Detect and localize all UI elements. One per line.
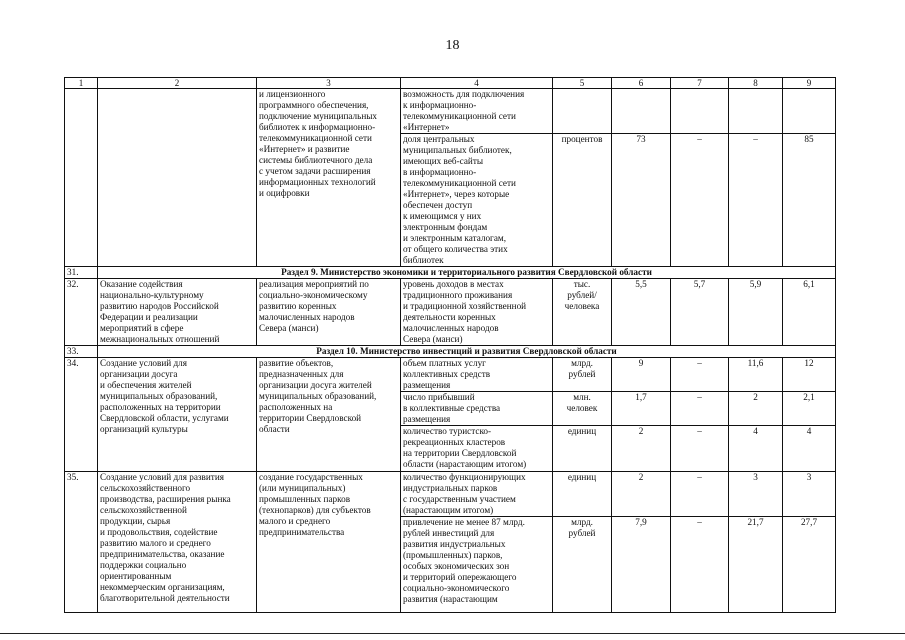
task-cell [98, 89, 257, 267]
row-number-cell: 35. [65, 472, 98, 613]
column-number: 7 [671, 78, 729, 89]
activity-cell: создание государственных (или муниципальных) промышленных парков (технопарков) для субъектов малого и среднего предпринимательства [257, 472, 401, 613]
table-row [65, 472, 836, 517]
value-cell: – [671, 472, 729, 517]
unit-cell: млн. человек [553, 392, 612, 426]
value-cell: 27,7 [783, 517, 836, 613]
activity-cell: и лицензионного программного обеспечения, подключение муниципальных библиотек к информационно- телекоммуникационной сети «Интернет» и развитие системы библиотечного дела с учетом задачи расширения информационных технологий и оцифровки [257, 89, 401, 267]
row-number-cell: 33. [65, 346, 98, 358]
row-number-cell: 34. [65, 358, 98, 472]
value-cell: 9 [612, 358, 671, 392]
value-cell: 2 [729, 392, 783, 426]
value-cell: 3 [783, 472, 836, 517]
value-cell: – [671, 426, 729, 472]
value-cell: 5,5 [612, 279, 671, 346]
value-cell: – [671, 517, 729, 613]
value-cell: – [729, 134, 783, 267]
column-number: 8 [729, 78, 783, 89]
value-cell: – [671, 392, 729, 426]
column-number: 1 [65, 78, 98, 89]
value-cell: 21,7 [729, 517, 783, 613]
column-number: 6 [612, 78, 671, 89]
value-cell [612, 89, 671, 134]
row-number-cell [65, 89, 98, 267]
row-number-cell: 31. [65, 267, 98, 279]
unit-cell [553, 89, 612, 134]
page-number: 18 [445, 38, 460, 53]
section-title: Раздел 10. Министерство инвестиций и развития Свердловской области [98, 346, 836, 358]
indicator-cell: количество туристско- рекреационных кластеров на территории Свердловской области (нарастающим итогом) [401, 426, 553, 472]
column-number: 9 [783, 78, 836, 89]
unit-cell: млрд. рублей [553, 358, 612, 392]
indicator-cell: доля центральных муниципальных библиотек, имеющих веб-сайты в информационно- телекоммуникационной сети «Интернет», через которые обеспечен доступ к имеющимся у них электронным фондам и электронным каталогам, от общего количества этих библиотек [401, 134, 553, 267]
indicators-table [64, 77, 836, 613]
column-number-row [65, 78, 836, 89]
section-title: Раздел 9. Министерство экономики и территориального развития Свердловской области [98, 267, 836, 279]
value-cell: 3 [729, 472, 783, 517]
activity-cell: развитие объектов, предназначенных для организации досуга жителей муниципальных образований, расположенных на территории Свердловской области [257, 358, 401, 472]
unit-cell: единиц [553, 426, 612, 472]
value-cell: 4 [783, 426, 836, 472]
unit-cell: процентов [553, 134, 612, 267]
value-cell: 6,1 [783, 279, 836, 346]
section-header-row [65, 267, 836, 279]
value-cell: 2 [612, 426, 671, 472]
value-cell [729, 89, 783, 134]
value-cell: 2,1 [783, 392, 836, 426]
indicator-cell: привлечение не менее 87 млрд. рублей инвестиций для развития индустриальных (промышленных) парков, особых экономических зон и территорий опережающего социально-экономического развития (нарастающим [401, 517, 553, 613]
value-cell [671, 89, 729, 134]
indicator-cell: возможность для подключения к информационно- телекоммуникационной сети «Интернет» [401, 89, 553, 134]
value-cell: 5,7 [671, 279, 729, 346]
value-cell: 73 [612, 134, 671, 267]
unit-cell: единиц [553, 472, 612, 517]
value-cell [783, 89, 836, 134]
table-row [65, 89, 836, 134]
task-cell: Оказание содействия национально-культурному развитию народов Российской Федерации и реализации мероприятий в сфере межнациональных отношений [98, 279, 257, 346]
section-header-row [65, 346, 836, 358]
row-number-cell: 32. [65, 279, 98, 346]
column-number: 4 [401, 78, 553, 89]
scan-edge-line [0, 633, 905, 634]
column-number: 5 [553, 78, 612, 89]
indicator-cell: уровень доходов в местах традиционного проживания и традиционной хозяйственной деятельности коренных малочисленных народов Севера (манси) [401, 279, 553, 346]
task-cell: Создание условий для организации досуга и обеспечения жителей муниципальных образований, расположенных на территории Свердловской области, услугами организаций культуры [98, 358, 257, 472]
indicator-cell: количество функционирующих индустриальных парков с государственным участием (нарастающим итогом) [401, 472, 553, 517]
value-cell: 12 [783, 358, 836, 392]
value-cell: 5,9 [729, 279, 783, 346]
table-row [65, 358, 836, 392]
indicator-cell: число прибывший в коллективные средства размещения [401, 392, 553, 426]
unit-cell: млрд. рублей [553, 517, 612, 613]
value-cell: 11,6 [729, 358, 783, 392]
value-cell: 7,9 [612, 517, 671, 613]
column-number: 2 [98, 78, 257, 89]
column-number: 3 [257, 78, 401, 89]
table-row [65, 279, 836, 346]
value-cell: – [671, 134, 729, 267]
unit-cell: тыс. рублей/ человека [553, 279, 612, 346]
value-cell: 4 [729, 426, 783, 472]
indicator-cell: объем платных услуг коллективных средств размещения [401, 358, 553, 392]
value-cell: 85 [783, 134, 836, 267]
value-cell: – [671, 358, 729, 392]
value-cell: 1,7 [612, 392, 671, 426]
activity-cell: реализация мероприятий по социально-экономическому развитию коренных малочисленных народов Севера (манси) [257, 279, 401, 346]
task-cell: Создание условий для развития сельскохозяйственного производства, расширения рынка сельскохозяйственной продукции, сырья и продовольствия, содействие развитию малого и среднего предпринимательства, оказание поддержки социально ориентированным некоммерческим организациям, благотворительной деятельности [98, 472, 257, 613]
value-cell: 2 [612, 472, 671, 517]
